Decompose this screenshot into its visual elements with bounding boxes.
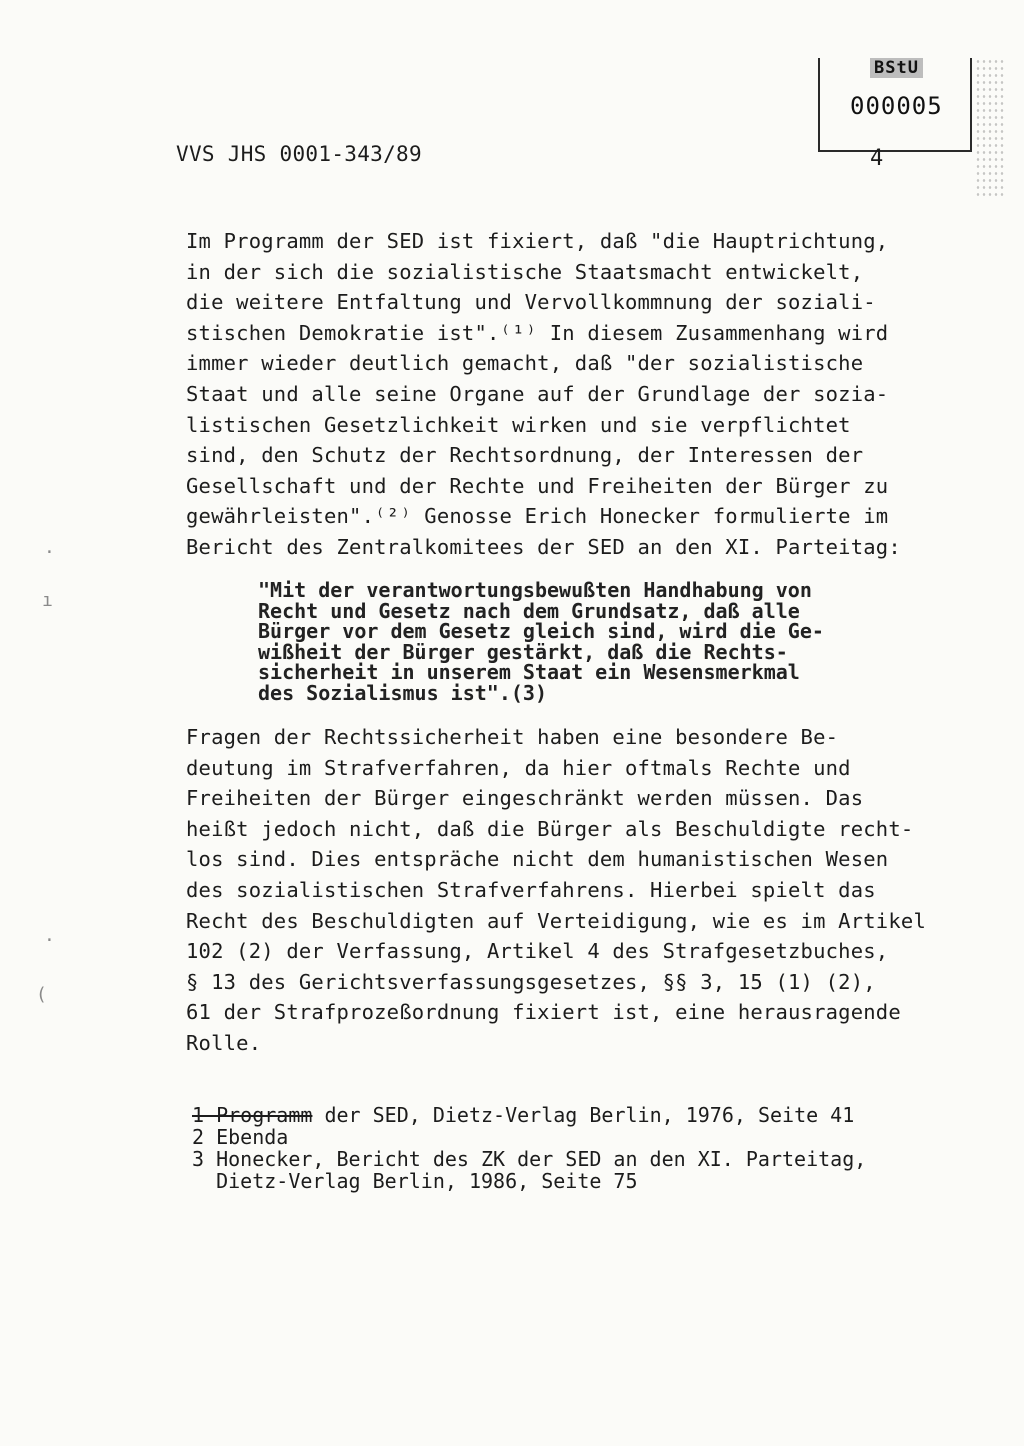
- footnote-1-marker: 1 Programm: [192, 1103, 313, 1127]
- stamp-number: 000005: [850, 92, 943, 120]
- footnote-1-text: der SED, Dietz-Verlag Berlin, 1976, Seite 41: [312, 1103, 855, 1127]
- page-number: 4: [870, 146, 884, 171]
- footnotes: [192, 1104, 866, 1192]
- block-quote: "Mit der verantwortungsbewußten Handhabung von Recht und Gesetz nach dem Grundsatz, daß alle Bürger vor dem Gesetz gleich sind, wird die Ge- wißheit der Bürger gestärkt, daß die Rechts- sicherheit in unserem Staat ein Wesensmerkmal des Sozialismus ist".(3): [258, 578, 824, 705]
- scan-noise: [975, 58, 1005, 198]
- stamp-title: BStU: [870, 58, 923, 78]
- paragraph-2: Fragen der Rechtssicherheit haben eine besondere Be- deutung im Strafverfahren, da hier oftmals Rechte und Freiheiten der Bürger eingeschränkt werden müssen. Das heißt jedoch nicht, daß die Bürger als Beschuldigte recht- los sind. Dies entspräche nicht dem humanistischen Wesen des sozialistischen Strafverfahrens. Hierbei spielt das Recht des Beschuldigten auf Verteidigung, wie es im Artikel 102 (2) der Verfassung, Artikel 4 des Strafgesetzbuches, § 13 des Gerichtsverfassungsgesetzes, §§ 3, 15 (1) (2), 61 der Strafprozeßordnung fixiert ist, eine herausragende Rolle.: [186, 725, 926, 1055]
- footnote-2: 2 Ebenda: [192, 1125, 289, 1149]
- document-reference: VVS JHS 0001-343/89: [176, 142, 422, 166]
- margin-mark: ı: [42, 590, 53, 611]
- footnote-3: 3 Honecker, Bericht des ZK der SED an den XI. Parteitag, Dietz-Verlag Berlin, 1986, Seite 75: [192, 1147, 867, 1193]
- margin-mark: ·: [44, 930, 55, 951]
- margin-mark: ·: [44, 542, 55, 563]
- archive-stamp: [818, 58, 972, 152]
- margin-mark: (: [36, 984, 47, 1005]
- paragraph-1: Im Programm der SED ist fixiert, daß "die Hauptrichtung, in der sich die sozialistische Staatsmacht entwickelt, die weitere Entfaltung und Vervollkommnung der soziali- stischen Demokratie ist".⁽¹⁾ In diesem Zusammenhang wird immer wieder deutlich gemacht, daß "der sozialistische Staat und alle seine Organe auf der Grundlage der sozia- listischen Gesetzlichkeit wirken und sie verpflichtet sind, den Schutz der Rechtsordnung, der Interessen der Gesellschaft und der Rechte und Freiheiten der Bürger zu gewährleisten".⁽²⁾ Genosse Erich Honecker formulierte im Bericht des Zentralkomitees der SED an den XI. Parteitag:: [186, 229, 901, 559]
